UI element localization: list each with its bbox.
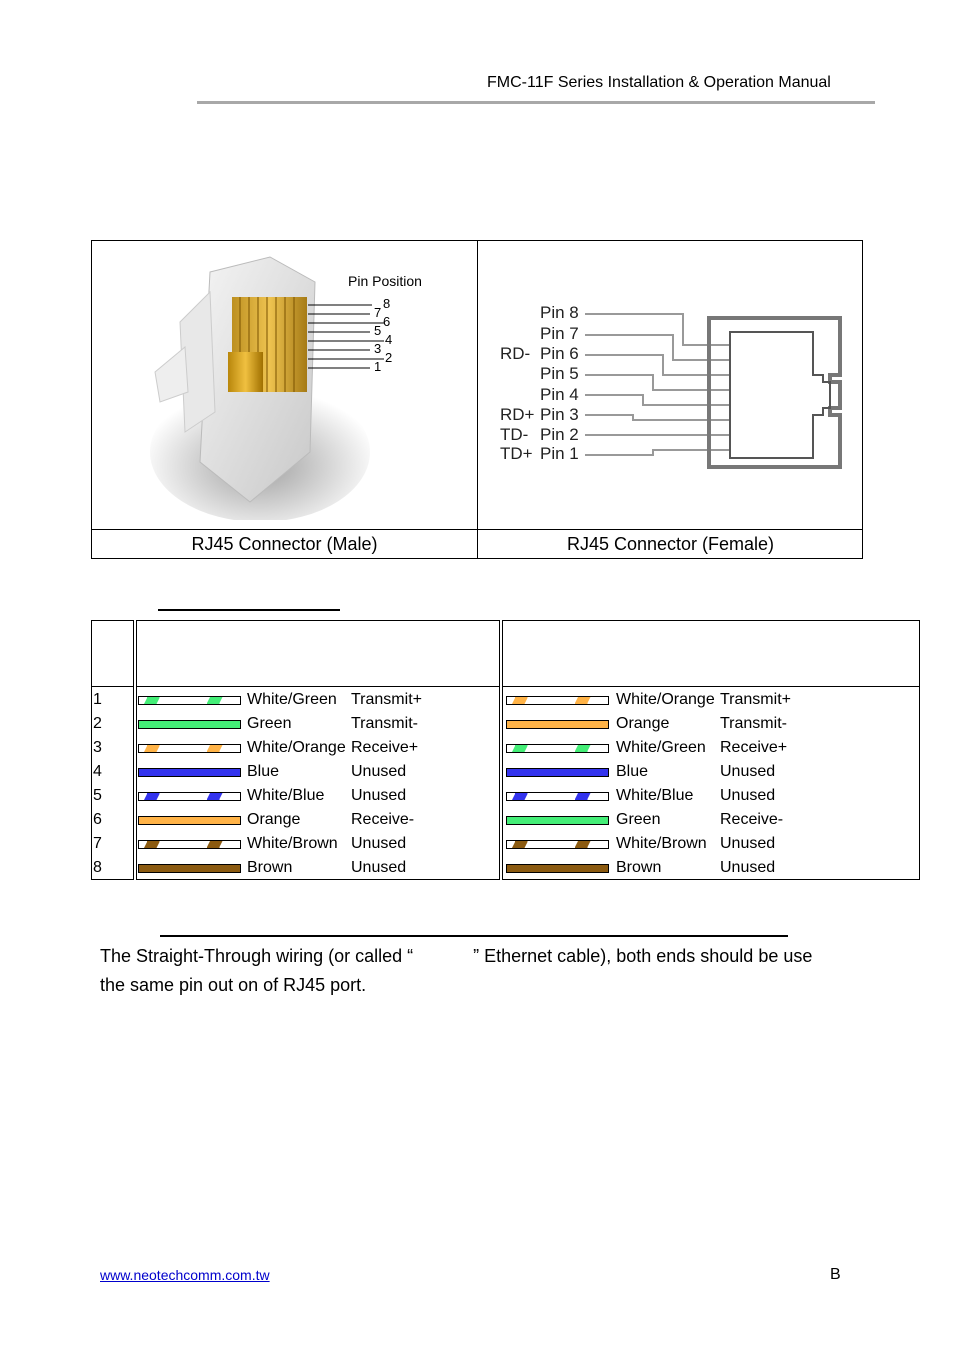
footer-website-link[interactable]: www.neotechcomm.com.tw bbox=[100, 1267, 270, 1283]
end-b-color-name: Green bbox=[616, 811, 661, 828]
paragraph-text: the same pin out on of RJ45 port. bbox=[100, 975, 367, 995]
pin-column-header-rule bbox=[91, 686, 134, 687]
end-a-color-name: Green bbox=[247, 715, 292, 732]
end-a-signal: Receive+ bbox=[351, 739, 419, 756]
end-b-signal: Unused bbox=[720, 763, 776, 780]
end-b-color-name: White/Blue bbox=[616, 787, 694, 804]
page-header-title: FMC-11F Series Installation & Operation Manual bbox=[487, 74, 831, 91]
female-pin-label: Pin 6 bbox=[540, 344, 579, 363]
wire-color-swatch bbox=[506, 840, 609, 849]
female-signal-label: RD+ bbox=[500, 405, 535, 424]
end-a-color-name: Brown bbox=[247, 859, 293, 876]
wire-color-swatch bbox=[506, 744, 609, 753]
pin-number: 3 bbox=[93, 739, 102, 756]
wire-color-swatch bbox=[138, 840, 241, 849]
pin-number: 8 bbox=[93, 859, 102, 876]
female-signal-label: RD- bbox=[500, 344, 531, 363]
section-underline bbox=[158, 609, 340, 611]
wire-color-swatch bbox=[506, 792, 609, 801]
paragraph-text: The Straight-Through wiring (or called “ bbox=[100, 946, 414, 966]
rj45-male-illustration bbox=[140, 252, 430, 520]
end-b-color-name: Blue bbox=[616, 763, 649, 780]
section-underline bbox=[160, 935, 788, 937]
wire-color-swatch bbox=[138, 864, 241, 873]
end-a-header-rule bbox=[136, 686, 500, 687]
connector-table-caption-rule bbox=[91, 529, 863, 530]
pin-number: 2 bbox=[93, 715, 102, 732]
end-b-color-name: Brown bbox=[616, 859, 662, 876]
end-b-signal: Transmit- bbox=[720, 715, 787, 732]
end-a-signal: Receive- bbox=[351, 811, 415, 828]
female-signal-label: TD+ bbox=[500, 444, 533, 463]
wire-color-swatch bbox=[506, 768, 609, 777]
female-connector-caption: RJ45 Connector (Female) bbox=[566, 534, 775, 554]
male-pin-number: 6 bbox=[383, 314, 391, 329]
male-pin-number: 3 bbox=[374, 341, 382, 356]
male-pin-number: 7 bbox=[374, 305, 382, 320]
female-pin-label: Pin 3 bbox=[540, 405, 579, 424]
end-a-color-name: White/Green bbox=[247, 691, 337, 708]
end-a-color-name: Orange bbox=[247, 811, 301, 828]
pin-number: 1 bbox=[93, 691, 102, 708]
male-pin-number: 5 bbox=[374, 323, 382, 338]
wire-color-swatch bbox=[138, 720, 241, 729]
wire-color-swatch bbox=[138, 696, 241, 705]
male-pin-number: 2 bbox=[385, 350, 393, 365]
end-a-signal: Unused bbox=[351, 787, 407, 804]
paragraph-text: ” Ethernet cable), both ends should be use bbox=[473, 946, 813, 966]
female-pin-label: Pin 4 bbox=[540, 385, 579, 404]
wire-color-swatch bbox=[506, 864, 609, 873]
rj45-female-diagram bbox=[478, 290, 862, 490]
header-divider bbox=[197, 101, 875, 104]
end-b-color-name: White/Brown bbox=[616, 835, 707, 852]
pin-number: 4 bbox=[93, 763, 102, 780]
end-a-color-name: White/Brown bbox=[247, 835, 338, 852]
end-b-signal: Receive- bbox=[720, 811, 784, 828]
end-a-signal: Unused bbox=[351, 859, 407, 876]
end-b-signal: Transmit+ bbox=[720, 691, 791, 708]
female-pin-label: Pin 8 bbox=[540, 303, 579, 322]
male-pin-number: 4 bbox=[385, 332, 393, 347]
male-connector-caption: RJ45 Connector (Male) bbox=[191, 534, 378, 554]
pin-number: 6 bbox=[93, 811, 102, 828]
end-b-header-rule bbox=[502, 686, 920, 687]
wire-color-swatch bbox=[138, 744, 241, 753]
end-b-signal: Receive+ bbox=[720, 739, 788, 756]
end-a-signal: Transmit- bbox=[351, 715, 418, 732]
end-b-signal: Unused bbox=[720, 835, 776, 852]
wire-color-swatch bbox=[506, 816, 609, 825]
female-pin-label: Pin 5 bbox=[540, 364, 579, 383]
end-a-signal: Unused bbox=[351, 763, 407, 780]
body-paragraph bbox=[100, 942, 880, 1000]
female-pin-label: Pin 7 bbox=[540, 324, 579, 343]
end-a-signal: Transmit+ bbox=[351, 691, 422, 708]
pin-number: 5 bbox=[93, 787, 102, 804]
male-pin-number: 1 bbox=[374, 359, 382, 374]
end-a-color-name: White/Orange bbox=[247, 739, 346, 756]
end-a-signal: Unused bbox=[351, 835, 407, 852]
pin-position-label: Pin Position bbox=[348, 273, 422, 289]
female-signal-label: TD- bbox=[500, 425, 529, 444]
wire-color-swatch bbox=[138, 792, 241, 801]
end-a-color-name: Blue bbox=[247, 763, 280, 780]
female-pin-label: Pin 2 bbox=[540, 425, 579, 444]
female-pin-label: Pin 1 bbox=[540, 444, 579, 463]
male-pin-number: 8 bbox=[383, 296, 391, 311]
end-a-color-name: White/Blue bbox=[247, 787, 325, 804]
wire-color-swatch bbox=[506, 696, 609, 705]
wire-color-swatch bbox=[506, 720, 609, 729]
end-b-color-name: White/Orange bbox=[616, 691, 715, 708]
end-b-color-name: White/Green bbox=[616, 739, 706, 756]
end-b-signal: Unused bbox=[720, 859, 776, 876]
wire-color-swatch bbox=[138, 768, 241, 777]
end-b-color-name: Orange bbox=[616, 715, 670, 732]
wire-color-swatch bbox=[138, 816, 241, 825]
end-b-signal: Unused bbox=[720, 787, 776, 804]
pin-number: 7 bbox=[93, 835, 102, 852]
page-number: B bbox=[830, 1266, 841, 1283]
